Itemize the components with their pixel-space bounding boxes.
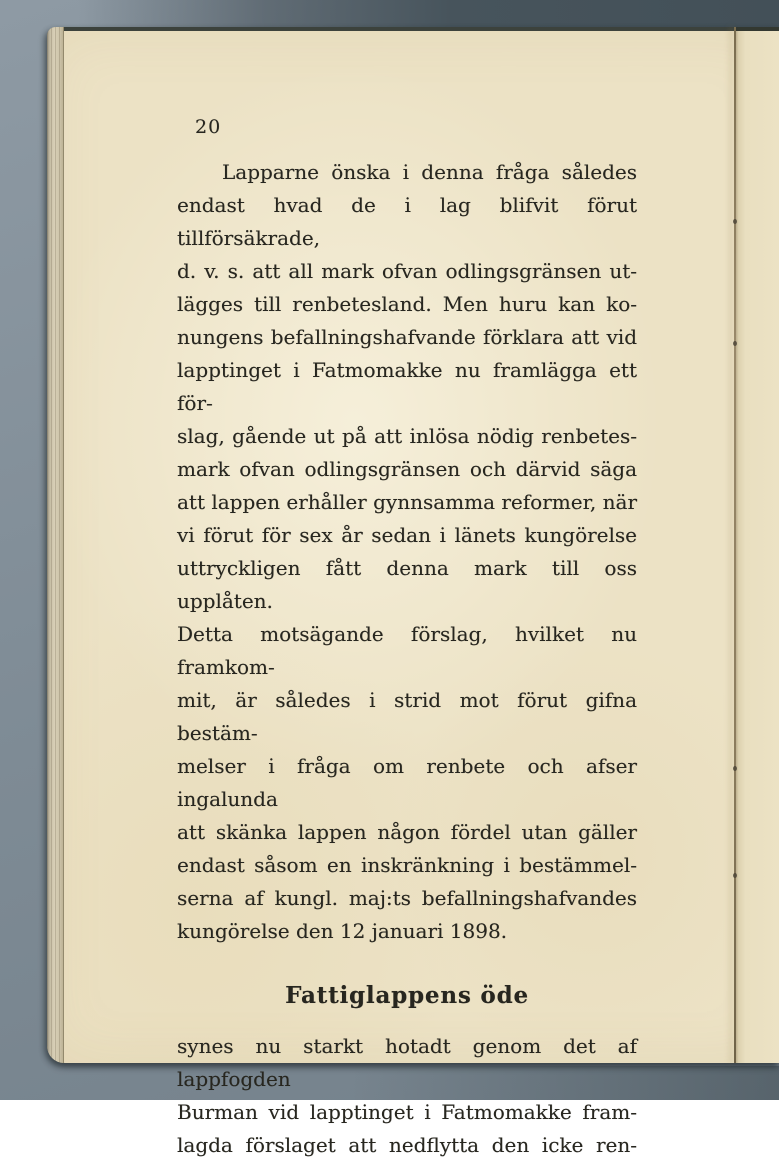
text-line: uttryckligen fått denna mark till oss upplåten. xyxy=(177,556,637,613)
text-line: kungörelse den 12 januari 1898. xyxy=(177,919,508,943)
section-heading: Fattiglappens öde xyxy=(285,982,529,1009)
paper-speck xyxy=(733,219,737,224)
text-line: synes nu starkt hotadt genom det af lappfogden xyxy=(177,1034,637,1091)
text-line: endast hvad de i lag blifvit förut tillförsäkrade, xyxy=(177,193,637,250)
text-line: d. v. s. att all mark ofvan odlingsgränsen ut- xyxy=(177,259,637,283)
page-gutter-fold xyxy=(734,27,736,1063)
text-line: lagda förslaget att nedflytta den icke ren- xyxy=(177,1133,637,1157)
text-line: Detta motsägande förslag, hvilket nu framkom- xyxy=(177,622,637,679)
text-line: lägges till renbetesland. Men huru kan ko- xyxy=(177,292,637,316)
text-line: nungens befallningshafvande förklara att vid xyxy=(177,325,637,349)
paper-speck xyxy=(733,873,737,878)
paper-speck xyxy=(733,766,737,771)
page-edge-stack xyxy=(47,27,64,1063)
text-line: vi förut för sex år sedan i länets kungörelse xyxy=(177,523,637,547)
paragraph xyxy=(177,1030,637,1162)
text-line: Lapparne önska i denna fråga således xyxy=(222,160,637,184)
text-line: endast såsom en inskränkning i bestämmel- xyxy=(177,853,637,877)
text-line: melser i fråga om renbete och afser ingalunda xyxy=(177,754,637,811)
paragraph xyxy=(177,156,637,948)
facing-page-edge xyxy=(736,27,779,1063)
text-line: slag, gående ut på att inlösa nödig renbetes- xyxy=(177,424,637,448)
text-line: Burman vid lapptinget i Fatmomakke fram- xyxy=(177,1100,637,1124)
text-line: mark ofvan odlingsgränsen och därvid säga xyxy=(177,457,637,481)
text-column xyxy=(177,31,637,1162)
text-line: serna af kungl. maj:ts befallningshafvandes xyxy=(177,886,637,910)
book-page xyxy=(47,27,779,1157)
text-line: mit, är således i strid mot förut gifna bestäm- xyxy=(177,688,637,745)
text-line: att skänka lappen någon fördel utan gäller xyxy=(177,820,637,844)
text-line: att lappen erhåller gynnsamma reformer, när xyxy=(177,490,638,514)
paper-speck xyxy=(733,341,737,346)
page-number: 20 xyxy=(195,116,222,138)
text-line: lapptinget i Fatmomakke nu framlägga ett för- xyxy=(177,358,637,415)
book-top-shadow xyxy=(0,0,779,28)
